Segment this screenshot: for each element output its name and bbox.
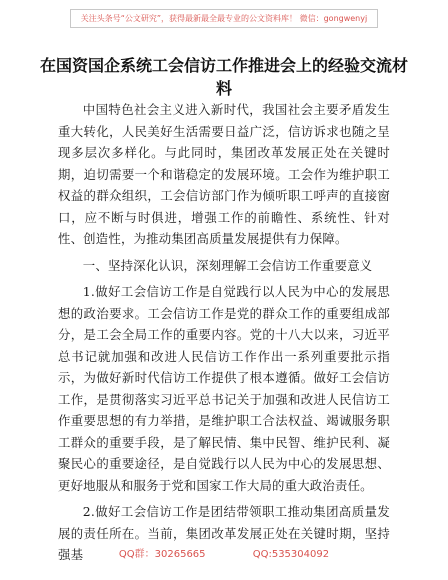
qq-label: QQ:535304092: [252, 549, 330, 560]
body-paragraph: 1.做好工会信访工作是自觉践行以人民为中心的发展思想的政治要求。工会信访工作是党的群众工作的重要组成部分，是工会全局工作的重要内容。党的十八大以来，习近平总书记就加强和改进人民信访工作作出一系列重要批示指示，为做好新时代信访工作提供了根本遵循。做好工会信访工作，是贯彻落实习近平总书记关于加强和改进人民信访工作重要思想的有力举措，是维护职工合法权益、竭诚服务职工群众的重要手段，是了解民情、集中民智、维护民利、凝聚民心的重要途径，是自觉践行以人民为中心的发展思想、更好地服从和服务于党和国家工作大局的重大政治责任。: [58, 284, 390, 493]
document-body: [58, 99, 390, 566]
document-title: 在国资国企系统工会信访工作推进会上的经验交流材料: [40, 56, 409, 98]
qq-group-label: QQ群：30265665: [118, 549, 206, 560]
intro-paragraph: 中国特色社会主义进入新时代，我国社会主要矛盾发生重大转化，人民美好生活需要日益广泛，信访诉求也随之呈现多层次多样化。与此同时，集团改革发展正处在关键时期，迫切需要一个和谐稳定的发展环境。工会作为维护职工权益的群众组织，工会信访部门作为倾听职工呼声的直接窗口，应不断与时俱进，增强工作的前瞻性、系统性、针对性、创造性，为推动集团高质量发展提供有力保障。: [58, 102, 390, 246]
section-heading: 一、坚持深化认识，深刻理解工会信访工作重要意义: [82, 257, 373, 273]
promo-banner: 关注头条号“公文研究”，获得最新最全最专业的公文资料库！ 微信：gongwenyj: [70, 9, 378, 28]
page-footer: [0, 545, 448, 560]
body-paragraph: 2.做好工会信访工作是团结带领职工推动集团高质量发展的责任所在。当前，集团改革发展正处在关键时期，坚持强基: [58, 504, 390, 562]
